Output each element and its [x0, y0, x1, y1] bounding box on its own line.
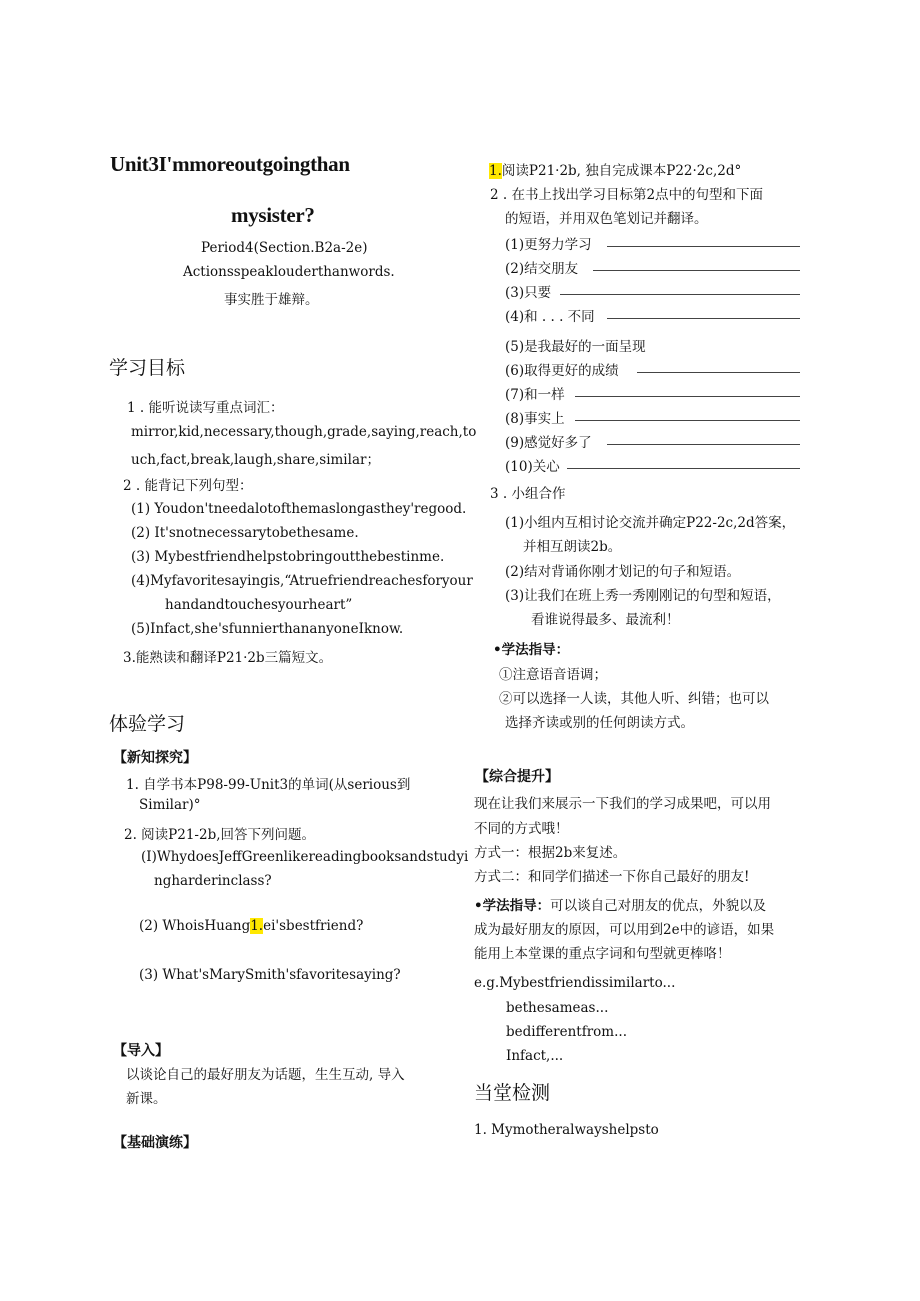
intro-line-1: 以谈论自己的最好朋友为话题，生生互动, 导入 [126, 1067, 405, 1083]
phrase-1: (1)更努力学习 [505, 237, 592, 253]
task-2b: 的短语，并用双色笔划记并翻译。 [505, 211, 708, 227]
answer-line[interactable] [607, 444, 800, 445]
basic-practice-label: 【基础演练】 [113, 1135, 197, 1151]
answer-line[interactable] [567, 468, 800, 469]
title-line-2: mysister? [231, 203, 315, 227]
phrase-7: (7)和一样 [505, 387, 565, 403]
example-3: bedifferentfrom... [506, 1024, 627, 1040]
answer-line[interactable] [575, 420, 800, 421]
coop-3b: 看谁说得最多、最流利！ [531, 612, 680, 628]
phrase-2: (2)结交朋友 [505, 261, 579, 277]
period-label: Period4(Section.B2a-2e) [201, 240, 368, 256]
test-heading: 当堂检测 [474, 1082, 551, 1104]
motto-cn: 事实胜于雄辩。 [224, 292, 319, 308]
phrase-10: (10)关心 [505, 459, 560, 475]
answer-line[interactable] [607, 246, 800, 247]
vocab-line-1: mirror,kid,necessary,though,grade,saying,reach,to [131, 424, 477, 440]
coop-1a: (1)小组内互相讨论交流并确定P22-2c,2d答案， [505, 515, 796, 531]
phrase-5: (5)是我最好的一面呈现 [505, 339, 646, 355]
guide-1: ①注意语音语调； [499, 667, 607, 683]
intro-line-2: 新课。 [126, 1091, 167, 1107]
intro-label: 【导入】 [113, 1043, 169, 1059]
guide-label-1: •学法指导： [493, 642, 570, 658]
new-1b: Similar)° [139, 797, 201, 813]
test-item-1: 1. Mymotheralwayshelpsto [474, 1122, 659, 1138]
answer-line[interactable] [575, 396, 800, 397]
sentence-2: (2) It'snotnecessarytobethesame. [131, 525, 359, 541]
new-2: 2. 阅读P21-2b,回答下列问题。 [124, 827, 316, 843]
comprehensive-label: 【综合提升】 [475, 769, 559, 785]
answer-line[interactable] [593, 270, 800, 271]
goal-2: 2 . 能背记下列句型： [123, 478, 253, 494]
answer-line[interactable] [607, 318, 800, 319]
highlight-mark: 1. [489, 163, 502, 179]
sentence-4b: handandtouchesyourheart” [165, 597, 353, 613]
task-3: 3 . 小组合作 [490, 486, 566, 502]
question-3: (3) What'sMarySmith'sfavoritesaying? [139, 967, 401, 983]
highlight-mark: 1. [250, 918, 264, 934]
example-1: e.g.Mybestfriendissimilarto... [474, 975, 676, 991]
comp-line-1: 现在让我们来展示一下我们的学习成果吧，可以用 [474, 796, 771, 812]
vocab-line-2: uch,fact,break,laugh,share,similar； [131, 452, 380, 468]
way-1: 方式一：根据2b来复述。 [474, 845, 627, 861]
goal-3: 3.能熟读和翻译P21·2b三篇短文。 [123, 650, 333, 666]
task-1: 1.阅读P21·2b, 独自完成课本P22·2c,2d° [489, 163, 742, 179]
new-1a: 1. 自学书本P98-99-Unit3的单词(从serious到 [126, 777, 411, 793]
coop-2: (2)结对背诵你刚才划记的句子和短语。 [505, 564, 741, 580]
coop-1b: 并相互朗读2b。 [523, 539, 622, 555]
guide-2a: ②可以选择一人读，其他人听、纠错；也可以 [499, 691, 769, 707]
guide-2b-line: 成为最好朋友的原因，可以用到2e中的谚语，如果 [474, 922, 775, 938]
new-knowledge-label: 【新知探究】 [113, 750, 197, 766]
sentence-5: (5)Infact,she'sfunnierthananyoneIknow. [131, 621, 404, 637]
guide-2c-line: 能用上本堂课的重点字词和句型就更棒咯！ [474, 946, 731, 962]
guide-2a-line: •学法指导：可以谈自己对朋友的优点，外貌以及 [474, 898, 767, 914]
sentence-3: (3) Mybestfriendhelpstobringoutthebestinme. [131, 549, 445, 565]
motto-en: Actionsspeaklouderthanwords. [183, 264, 395, 280]
answer-line[interactable] [637, 372, 800, 373]
sentence-4a: (4)Myfavoritesayingis,“Atruefriendreachesforyour [131, 573, 473, 589]
phrase-3: (3)只要 [505, 285, 552, 301]
question-2: (2) WhoisHuang1.ei'sbestfriend? [139, 918, 364, 934]
guide-2b: 选择齐读或别的任何朗读方式。 [505, 715, 694, 731]
answer-line[interactable] [560, 294, 800, 295]
example-4: Infact,... [506, 1048, 564, 1064]
coop-3a: (3)让我们在班上秀一秀刚刚记的句型和短语， [505, 588, 781, 604]
example-2: bethesameas... [506, 1000, 609, 1016]
comp-line-2: 不同的方式哦！ [474, 821, 569, 837]
phrase-9: (9)感觉好多了 [505, 435, 592, 451]
phrase-8: (8)事实上 [505, 411, 565, 427]
sentence-1: (1) Youdon'tneedalotofthemaslongasthey'regood. [131, 501, 467, 517]
goals-heading: 学习目标 [109, 357, 186, 379]
title-line-1: Unit3I'mmoreoutgoingthan [110, 152, 350, 176]
phrase-6: (6)取得更好的成绩 [505, 363, 619, 379]
way-2: 方式二：和同学们描述一下你自己最好的朋友! [474, 869, 750, 885]
phrase-4: (4)和 . . . 不同 [505, 309, 595, 325]
question-1b: ngharderinclass? [154, 873, 272, 889]
question-1a: (I)WhydoesJeffGreenlikereadingbooksandstudyi [141, 849, 469, 865]
goal-1: 1 . 能听说读写重点词汇： [127, 400, 284, 416]
task-2a: 2 . 在书上找出学习目标第2点中的句型和下面 [490, 187, 764, 203]
experience-heading: 体验学习 [109, 713, 186, 735]
